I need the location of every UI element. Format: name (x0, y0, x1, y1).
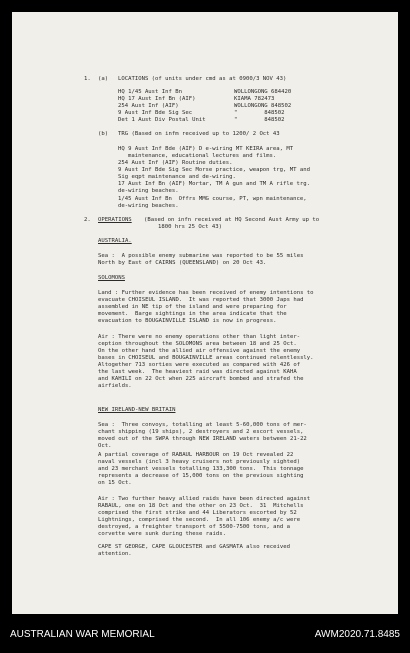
operations-heading: OPERATIONS (98, 217, 132, 223)
nb-air-line: Air : Two further heavy allied raids have been directed against (98, 496, 311, 502)
section-1-number: 1. (84, 76, 91, 82)
nb-sea-line: Oct. (98, 443, 112, 449)
document-page (12, 12, 398, 614)
nb-sea-line: naval vessels (incl 3 heavy cruisers not previously sighted) (98, 459, 301, 465)
solomons-title: SOLOMONS (98, 275, 125, 281)
location-unit: Det 1 Aust Div Postal Unit (118, 117, 206, 123)
section-2-number: 2. (84, 217, 91, 223)
training-line: 17 Aust Inf Bn (AIF) Mortar, TM A gun and TM A rifle trg. (118, 181, 310, 187)
locations-heading: LOCATIONS (of units under cmd as at 0900/3 NOV 43) (118, 76, 287, 82)
training-line: 1/45 Aust Inf Bn Offrs MMG course, PT, wpn maintenance, (118, 196, 307, 202)
archive-source: AUSTRALIAN WAR MEMORIAL (10, 629, 155, 640)
nb-sea-line: Sea : Three convoys, totalling at least 5-60,000 tons of mer- (98, 422, 307, 428)
training-line: de-wiring beaches. (118, 188, 179, 194)
nb-sea-line: A partial coverage of RABAUL HARBOUR on 19 Oct revealed 22 (98, 452, 294, 458)
nb-air-line: destroyed, a freighter transport of 5500-7500 tons, and a (98, 524, 290, 530)
subsection-a-label: (a) (98, 76, 109, 82)
nb-air-line: corvette were sunk during these raids. (98, 531, 226, 537)
operations-source: (Based on infn received at HQ Second Aust Army up to (144, 217, 320, 223)
nb-last-line: attention. (98, 551, 132, 557)
nb-sea-line: and 23 merchant vessels totalling 133,300 tons. This tonnage (98, 466, 304, 472)
training-line: HQ 9 Aust Inf Bde (AIF) D e-wiring MT KEIRA area, MT (118, 146, 294, 152)
solomons-air-line: On the other hand the allied air offensive against the enemy (98, 348, 301, 354)
nb-sea-line: represents a decrease of 15,000 tons on the previous sighting (98, 473, 304, 479)
solomons-air-line: ception throughout the SOLOMONS area between 18 and 25 Oct. (98, 341, 297, 347)
solomons-air-line: airfields. (98, 383, 132, 389)
training-heading: TRG (Based on infm received up to 1200/ 2 Oct 43 (118, 131, 280, 137)
training-line: 9 Aust Inf Bde Sig Sec Morse practice, weapon trg, MT and (118, 167, 310, 173)
solomons-air-line: and KAHILI on 22 Oct when 225 aircraft bombed and strafed the (98, 376, 304, 382)
archive-footer (0, 614, 410, 653)
solomons-land-line: Land : Further evidence has been received of enemy intentions to (98, 290, 314, 296)
location-unit: 254 Aust Inf (AIF) (118, 103, 179, 109)
training-line: maintenance, educational lectures and films. (128, 153, 277, 159)
training-line: de-wiring beaches. (118, 203, 179, 209)
location-place: WOLLONGONG 684420 (234, 89, 292, 95)
location-unit: HQ 17 Aust Inf Bn (AIF) (118, 96, 196, 102)
nb-air-line: comprised the first strike and 44 Liberators escorted by 52 (98, 510, 297, 516)
solomons-land-line: movement. Barge sightings in the area indicate that the (98, 311, 287, 317)
solomons-air-line: bases in CHOISEUL and BOUGAINVILLE areas continued relentlessly. (98, 355, 314, 361)
location-place: KIAMA 782473 (234, 96, 275, 102)
australia-line: North by East of CAIRNS (QUEENSLAND) on 20 Oct 43. (98, 260, 267, 266)
location-unit: HQ 1/45 Aust Inf Bn (118, 89, 182, 95)
nb-air-line: RABAUL, one on 18 Oct and the other on 23 Oct. 31 Mitchells (98, 503, 304, 509)
solomons-land-line: assembled in NE tip of the island and were preparing for (98, 304, 287, 310)
training-line: Sig eqpt maintenance and de-wiring. (118, 174, 236, 180)
nb-sea-line: chant shipping (19 ships), 2 destroyers and 2 escort vessels, (98, 429, 304, 435)
nb-air-line: Lightnings, comprised the second. In all 106 enemy a/c were (98, 517, 301, 523)
nb-sea-line: on 15 Oct. (98, 480, 132, 486)
location-place: " 848502 (234, 110, 285, 116)
location-unit: 9 Aust Inf Bde Sig Sec (118, 110, 193, 116)
location-place: " 848502 (234, 117, 285, 123)
nb-sea-line: moved out of the SWPA through NEW IRELAND waters between 21-22 (98, 436, 307, 442)
subsection-b-label: (b) (98, 131, 109, 137)
solomons-air-line: the last week. The heaviest raid was directed against KAHA (98, 369, 297, 375)
solomons-air-line: Air : There were no enemy operations other than light inter- (98, 334, 301, 340)
archive-reference: AWM2020.71.8485 (314, 629, 400, 640)
operations-source-cont: 1800 hrs 25 Oct 43) (158, 224, 222, 230)
solomons-land-line: evacuate CHOISEUL ISLAND. It was reported that 3000 Japs had (98, 297, 304, 303)
location-place: WOLLONGONG 848502 (234, 103, 292, 109)
training-line: 254 Aust Inf (AIF) Routine duties. (118, 160, 233, 166)
australia-line: Sea : A possible enemy submarine was reported to be 55 miles (98, 253, 304, 259)
solomons-air-line: Altogether 713 sorties were executed as compared with 426 of (98, 362, 301, 368)
australia-title: AUSTRALIA. (98, 238, 132, 244)
nb-last-line: CAPE ST GEORGE, CAPE GLOUCESTER and GASMATA also received (98, 544, 290, 550)
new-britain-title: NEW IRELAND-NEW BRITAIN (98, 407, 176, 413)
solomons-land-line: evacuation to BOUGAINVILLE ISLAND is now in progress. (98, 318, 277, 324)
